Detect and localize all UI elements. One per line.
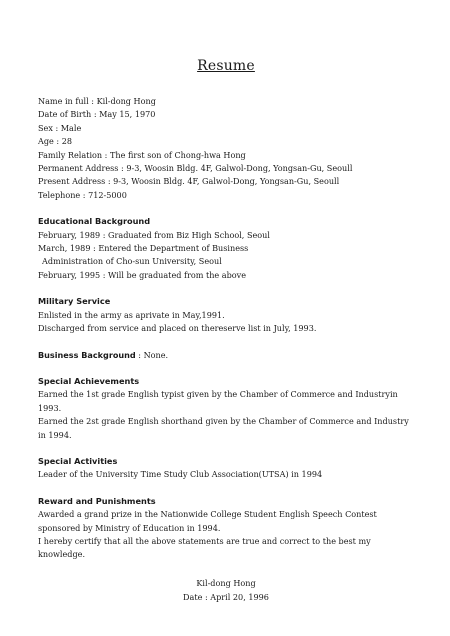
education-heading: Educational Background bbox=[38, 216, 151, 227]
personal-present-address: Present Address : 9-3, Woosin Bldg. 4F, Galwol-Dong, Yongsan-Gu, Seoull bbox=[38, 176, 340, 187]
education-line: February, 1995 : Will be graduated from the above bbox=[38, 269, 247, 280]
personal-birth-date: Date of Birth : May 15, 1970 bbox=[38, 109, 156, 120]
resume-page bbox=[38, 58, 414, 604]
personal-permanent-address: Permanent Address : 9-3, Woosin Bldg. 4F, Galwol-Dong, Yongsan-Gu, Seoull bbox=[38, 163, 353, 174]
achievements-heading: Special Achievements bbox=[38, 375, 140, 386]
activities-section bbox=[38, 455, 414, 482]
rewards-heading: Reward and Punishments bbox=[38, 495, 156, 506]
military-line: Discharged from service and placed on thereserve list in July, 1993. bbox=[38, 323, 317, 334]
certification-line: I hereby certify that all the above statements are true and correct to the best my knowledge. bbox=[38, 535, 371, 560]
activities-heading: Special Activities bbox=[38, 455, 118, 466]
page-title: Resume bbox=[197, 58, 255, 74]
personal-sex: Sex : Male bbox=[38, 122, 82, 133]
business-section bbox=[38, 349, 414, 362]
education-section bbox=[38, 215, 414, 282]
personal-telephone: Telephone : 712-5000 bbox=[38, 189, 127, 200]
achievements-section bbox=[38, 375, 414, 442]
personal-age: Age : 28 bbox=[38, 136, 72, 147]
education-line: February, 1989 : Graduated from Biz High School, Seoul bbox=[38, 229, 270, 240]
education-line: March, 1989 : Entered the Department of Business bbox=[38, 243, 249, 254]
achievement-line: Earned the 1st grade English typist given by the Chamber of Commerce and Industryin 1993. bbox=[38, 389, 398, 413]
signature-block bbox=[38, 576, 414, 604]
activity-line: Leader of the University Time Study Club Association(UTSA) in 1994 bbox=[38, 469, 323, 480]
military-heading: Military Service bbox=[38, 296, 111, 307]
signature-name: Kil-dong Hong bbox=[196, 577, 256, 588]
personal-info bbox=[38, 95, 414, 202]
signature-date: Date : April 20, 1996 bbox=[183, 591, 269, 602]
personal-name: Name in full : Kil-dong Hong bbox=[38, 96, 156, 106]
rewards-section bbox=[38, 495, 414, 562]
business-heading: Business Background bbox=[38, 349, 136, 360]
military-line: Enlisted in the army as aprivate in May,1991. bbox=[38, 309, 225, 320]
education-line: Administration of Cho-sun University, Seoul bbox=[42, 256, 222, 267]
reward-line: Awarded a grand prize in the Nationwide College Student English Speech Contest sponsored by Ministry of Education in 1994. bbox=[38, 509, 377, 533]
achievement-line: Earned the 2st grade English shorthand given by the Chamber of Commerce and Industry in 1994. bbox=[38, 416, 409, 440]
personal-family-relation: Family Relation : The first son of Chong-hwa Hong bbox=[38, 149, 246, 160]
military-section bbox=[38, 295, 414, 335]
business-value: : None. bbox=[135, 349, 169, 360]
